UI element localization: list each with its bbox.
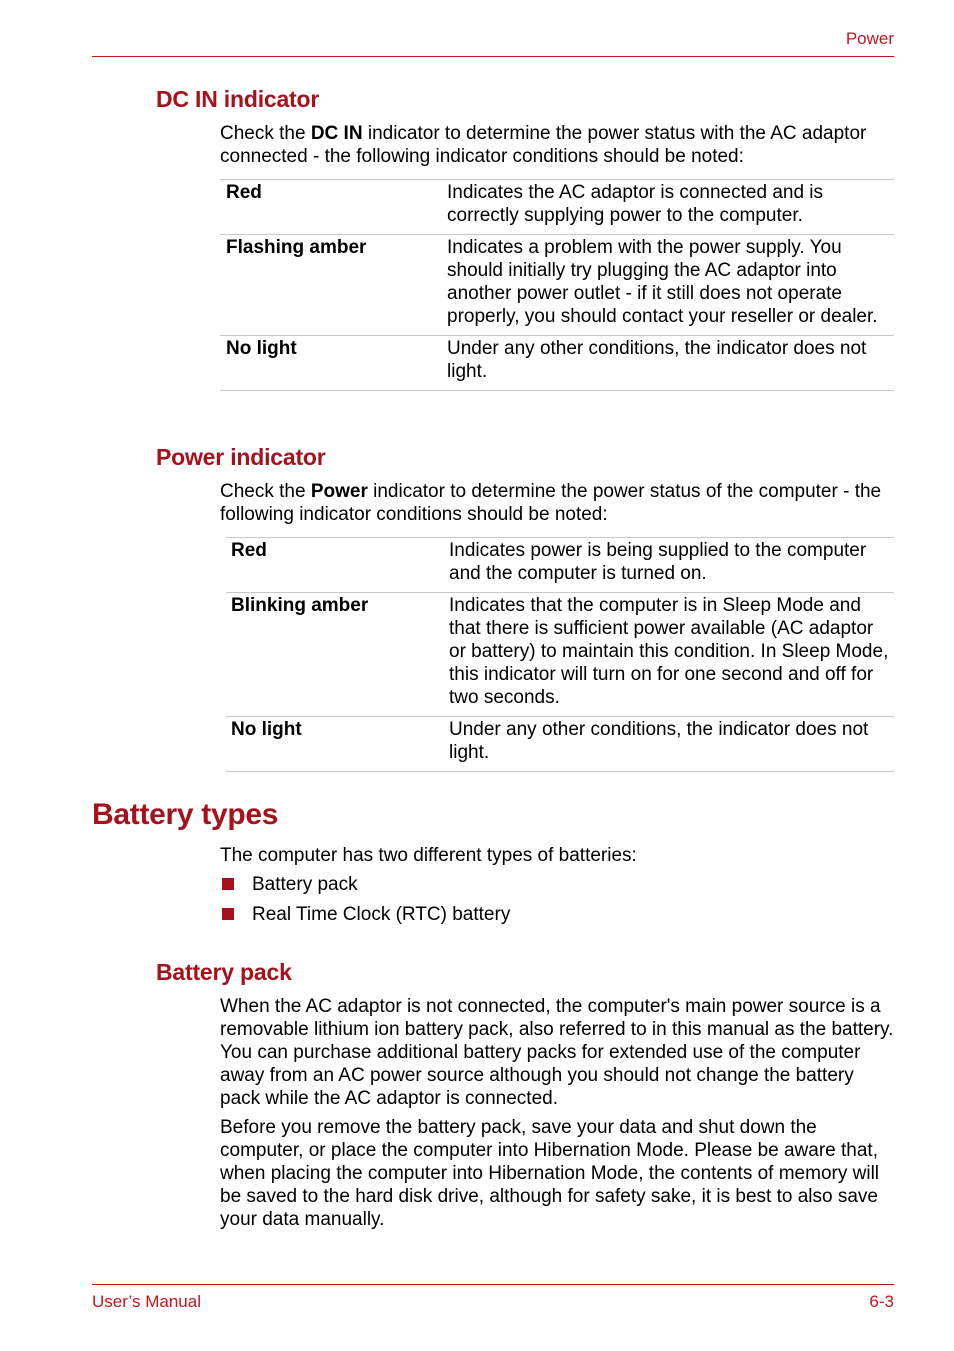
power-indicator-heading: Power indicator	[156, 444, 326, 470]
condition-description: Indicates a problem with the power supply. You should initially try plugging the AC adaptor into another power outlet - if it still does not operate properly, you should contact your reseller or dealer.	[447, 235, 894, 336]
battery-types-intro: The computer has two different types of batteries:	[220, 845, 637, 866]
dc-in-bold-term: DC IN	[310, 123, 363, 144]
header-rule	[92, 56, 894, 57]
battery-pack-paragraph-2: Before you remove the battery pack, save your data and shut down the computer, or place the computer into Hibernation Mode. Please be aware that, when placing the computer into Hibernation Mode, the contents of memory will be saved to the hard disk drive, although for safety sake, it is best to also save your data manually.	[220, 1117, 880, 1230]
condition-description: Indicates power is being supplied to the computer and the computer is turned on.	[449, 538, 894, 593]
condition-term: Red	[220, 180, 447, 235]
square-bullet-icon	[222, 908, 234, 920]
list-item: Battery pack	[220, 873, 510, 896]
table-row	[226, 593, 894, 717]
condition-description: Under any other conditions, the indicator does not light.	[447, 336, 894, 391]
condition-term: Flashing amber	[220, 235, 447, 336]
page-number: 6-3	[869, 1292, 894, 1311]
footer-manual-title: User’s Manual	[92, 1292, 201, 1311]
table-row	[220, 235, 894, 336]
dc-in-heading: DC IN indicator	[156, 86, 320, 112]
dc-in-table	[220, 179, 894, 391]
condition-description: Indicates the AC adaptor is connected and is correctly supplying power to the computer.	[447, 180, 894, 235]
battery-pack-heading: Battery pack	[156, 959, 292, 985]
running-header: Power	[845, 29, 894, 48]
condition-description: Under any other conditions, the indicator does not light.	[449, 717, 894, 772]
battery-types-list	[220, 873, 510, 933]
list-item: Real Time Clock (RTC) battery	[220, 903, 510, 926]
condition-term: No light	[226, 717, 449, 772]
table-row	[226, 538, 894, 593]
table-row	[220, 336, 894, 391]
square-bullet-icon	[222, 878, 234, 890]
power-intro: Check the Power indicator to determine the power status of the computer - the following indicator conditions should be noted:	[220, 481, 882, 525]
table-row	[220, 180, 894, 235]
condition-term: Red	[226, 538, 449, 593]
battery-types-heading: Battery types	[92, 798, 279, 831]
condition-description: Indicates that the computer is in Sleep Mode and that there is sufficient power available (AC adaptor or battery) to maintain this condition. In Sleep Mode, this indicator will turn on for one second and off for two seconds.	[449, 593, 894, 717]
footer-rule	[92, 1284, 894, 1285]
power-bold-term: Power	[310, 481, 368, 502]
dc-in-intro: Check the DC IN indicator to determine the power status with the AC adaptor connected - the following indicator conditions should be noted:	[220, 123, 867, 167]
power-table	[226, 537, 894, 772]
table-row	[226, 717, 894, 772]
condition-term: No light	[220, 336, 447, 391]
condition-term: Blinking amber	[226, 593, 449, 717]
battery-pack-paragraph-1: When the AC adaptor is not connected, the computer's main power source is a removable lithium ion battery pack, also referred to in this manual as the battery. You can purchase additional battery packs for extended use of the computer away from an AC power source although you should not change the battery pack while the AC adaptor is connected.	[220, 996, 894, 1109]
